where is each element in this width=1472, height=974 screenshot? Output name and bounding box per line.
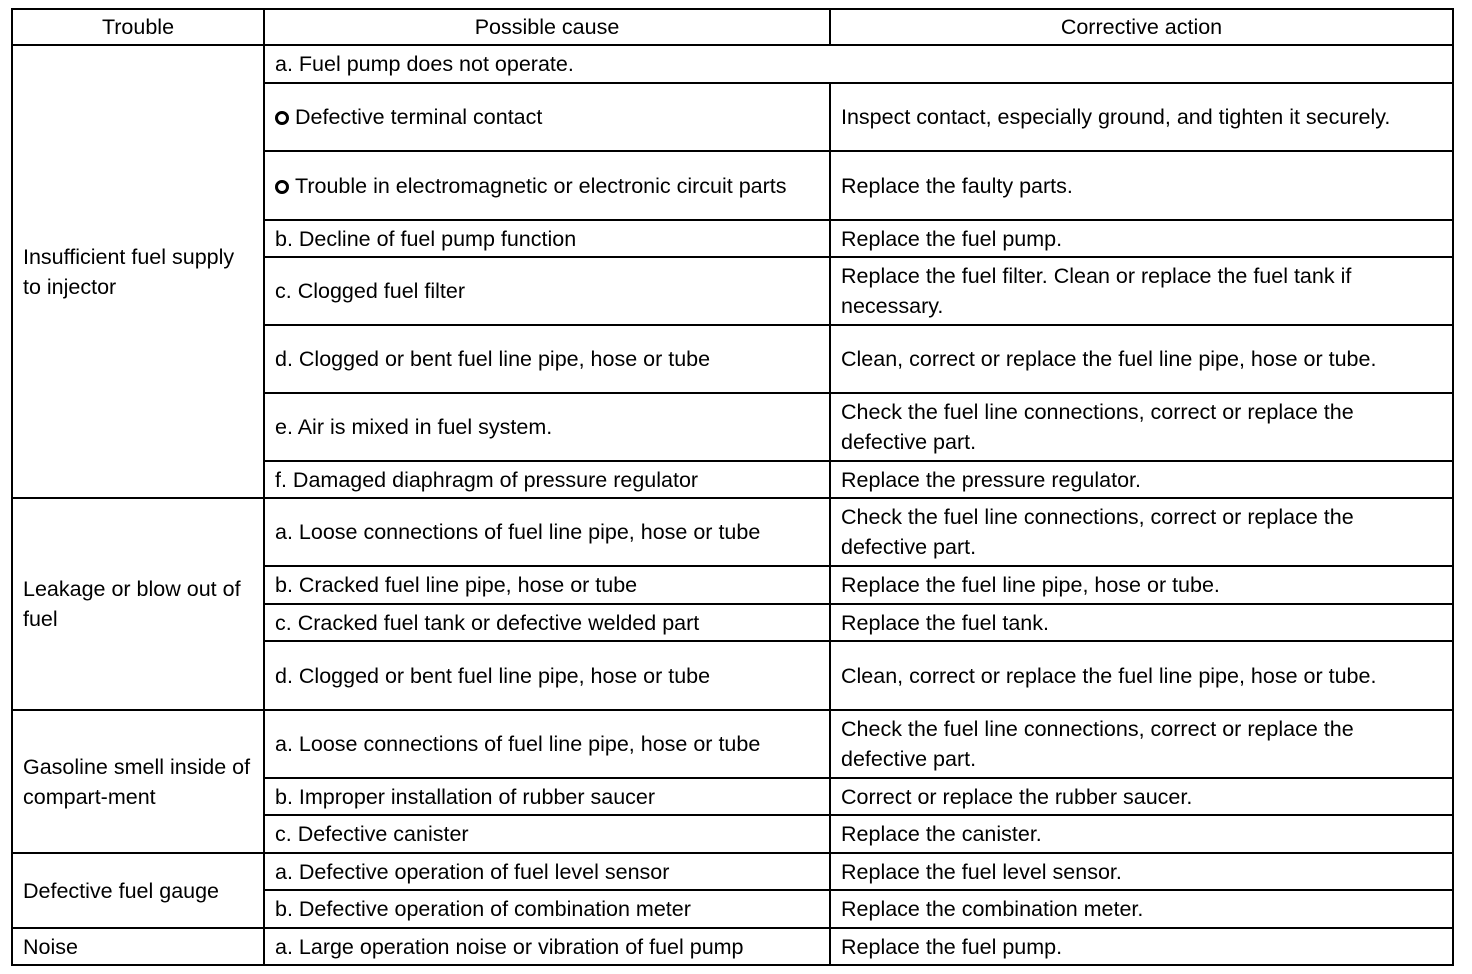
action-cell: Replace the faulty parts. <box>830 151 1453 220</box>
action-cell: Replace the fuel pump. <box>830 220 1453 257</box>
action-cell: Inspect contact, especially ground, and tighten it securely. <box>830 83 1453 151</box>
header-trouble: Trouble <box>12 9 264 45</box>
cause-cell: b. Decline of fuel pump function <box>264 220 830 257</box>
circle-bullet-icon <box>275 111 289 125</box>
action-cell: Replace the fuel line pipe, hose or tube. <box>830 566 1453 604</box>
cause-cell: b. Improper installation of rubber saucer <box>264 778 830 815</box>
cause-cell: a. Defective operation of fuel level sensor <box>264 853 830 890</box>
action-cell: Check the fuel line connections, correct or replace the defective part. <box>830 710 1453 778</box>
table-row <box>12 45 1453 83</box>
cause-cell: e. Air is mixed in fuel system. <box>264 393 830 461</box>
table-row <box>12 498 1453 566</box>
cause-cell: a. Large operation noise or vibration of fuel pump <box>264 928 830 965</box>
action-cell: Replace the fuel pump. <box>830 928 1453 965</box>
trouble-cell: Leakage or blow out of fuel <box>12 498 264 710</box>
action-cell: Clean, correct or replace the fuel line pipe, hose or tube. <box>830 641 1453 710</box>
action-cell: Clean, correct or replace the fuel line pipe, hose or tube. <box>830 325 1453 393</box>
action-cell: Correct or replace the rubber saucer. <box>830 778 1453 815</box>
table-row <box>12 710 1453 778</box>
trouble-cell: Insufficient fuel supply to injector <box>12 45 264 498</box>
trouble-cell: Gasoline smell inside of compart-ment <box>12 710 264 853</box>
cause-cell: c. Clogged fuel filter <box>264 257 830 325</box>
cause-cell: b. Defective operation of combination meter <box>264 890 830 928</box>
header-corrective-action: Corrective action <box>830 9 1453 45</box>
table-row <box>12 853 1453 890</box>
cause-cell: a. Fuel pump does not operate. <box>264 45 1453 83</box>
header-row <box>12 9 1453 45</box>
header-possible-cause: Possible cause <box>264 9 830 45</box>
cause-cell <box>264 151 830 220</box>
action-cell: Replace the fuel filter. Clean or replace the fuel tank if necessary. <box>830 257 1453 325</box>
table-row <box>12 928 1453 965</box>
cause-cell: c. Defective canister <box>264 815 830 853</box>
action-cell: Replace the fuel level sensor. <box>830 853 1453 890</box>
cause-cell: a. Loose connections of fuel line pipe, hose or tube <box>264 710 830 778</box>
action-cell: Check the fuel line connections, correct or replace the defective part. <box>830 498 1453 566</box>
action-cell: Replace the fuel tank. <box>830 604 1453 641</box>
action-cell: Check the fuel line connections, correct or replace the defective part. <box>830 393 1453 461</box>
cause-text: Defective terminal contact <box>295 105 543 129</box>
action-cell: Replace the combination meter. <box>830 890 1453 928</box>
cause-cell <box>264 83 830 151</box>
cause-cell: c. Cracked fuel tank or defective welded part <box>264 604 830 641</box>
troubleshooting-table <box>11 8 1454 966</box>
cause-cell: a. Loose connections of fuel line pipe, hose or tube <box>264 498 830 566</box>
circle-bullet-icon <box>275 180 289 194</box>
cause-cell: d. Clogged or bent fuel line pipe, hose or tube <box>264 641 830 710</box>
cause-cell: f. Damaged diaphragm of pressure regulator <box>264 461 830 498</box>
action-cell: Replace the canister. <box>830 815 1453 853</box>
trouble-cell: Defective fuel gauge <box>12 853 264 928</box>
trouble-cell: Noise <box>12 928 264 965</box>
cause-text: Trouble in electromagnetic or electronic circuit parts <box>295 173 787 198</box>
cause-cell: d. Clogged or bent fuel line pipe, hose or tube <box>264 325 830 393</box>
cause-cell: b. Cracked fuel line pipe, hose or tube <box>264 566 830 604</box>
action-cell: Replace the pressure regulator. <box>830 461 1453 498</box>
